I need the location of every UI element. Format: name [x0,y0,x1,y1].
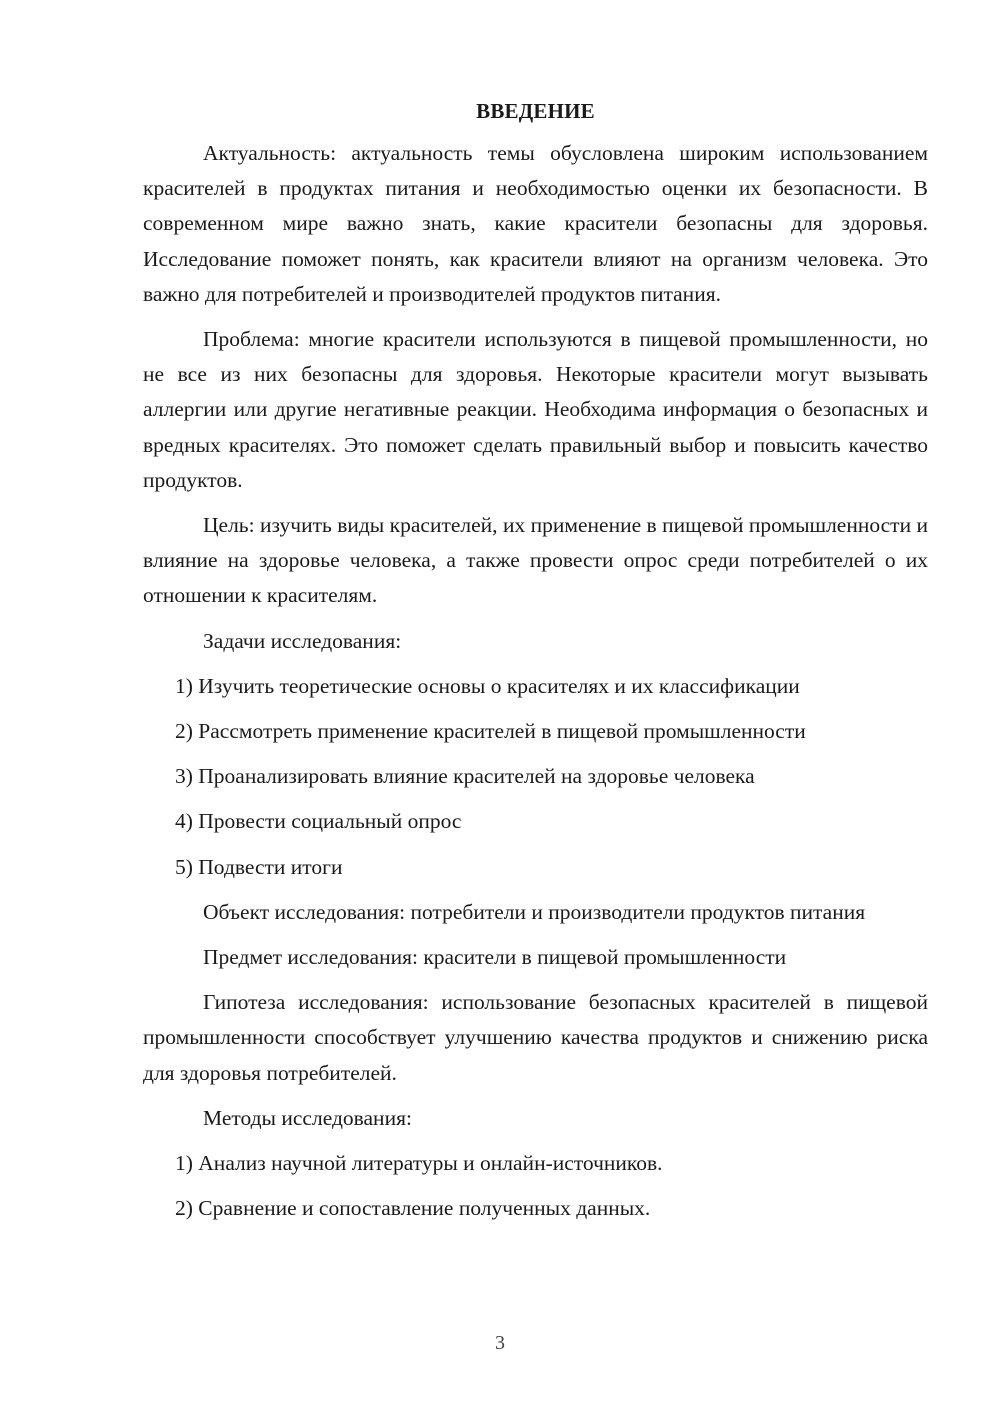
methods-heading: Методы исследования: [203,1105,412,1130]
paragraph-relevance: Актуальность: актуальность темы обусловлена широким использованием красителей в продуктах питания и необходимостью оценки их безопасности. В современном мире важно знать, какие красители безопасны для здоровья. Исследование поможет понять, как красители влияют на организм человека. Это важно для потребителей и производителей продуктов питания. [143,141,928,306]
list-item: 2) Сравнение и сопоставление полученных данных. [175,1196,651,1221]
tasks-list [143,669,928,885]
paragraph-hypothesis: Гипотеза исследования: использование безопасных красителей в пищевой промышленности способствует улучшению качества продуктов и снижению риска для здоровья потребителей. [143,990,928,1085]
paragraph-problem: Проблема: многие красители используются в пищевой промышленности, но не все из них безопасны для здоровья. Некоторые красители могут вызывать аллергии или другие негативные реакции. Необходима информация о безопасных и вредных красителях. Это поможет сделать правильный выбор и повысить качество продуктов. [143,327,928,492]
section-title: ВВЕДЕНИЕ [476,99,595,123]
tasks-heading: Задачи исследования: [203,628,402,653]
list-item: 5) Подвести итоги [175,854,343,879]
list-item: 3) Проанализировать влияние красителей на здоровье человека [175,764,755,789]
methods-list [143,1146,928,1226]
paragraph-subject: Предмет исследования: красители в пищевой промышленности [203,945,787,970]
list-item: 1) Изучить теоретические основы о красителях и их классификации [175,673,800,698]
paragraph-goal: Цель: изучить виды красителей, их применение в пищевой промышленности и влияние на здоровье человека, а также провести опрос среди потребителей о их отношении к красителям. [143,513,928,608]
page-number: 3 [495,1332,505,1354]
list-item: 2) Рассмотреть применение красителей в пищевой промышленности [175,719,806,744]
document-page [143,96,928,1236]
list-item: 1) Анализ научной литературы и онлайн-источников. [175,1151,663,1176]
list-item: 4) Провести социальный опрос [175,809,462,834]
paragraph-object: Объект исследования: потребители и производители продуктов питания [203,899,866,924]
